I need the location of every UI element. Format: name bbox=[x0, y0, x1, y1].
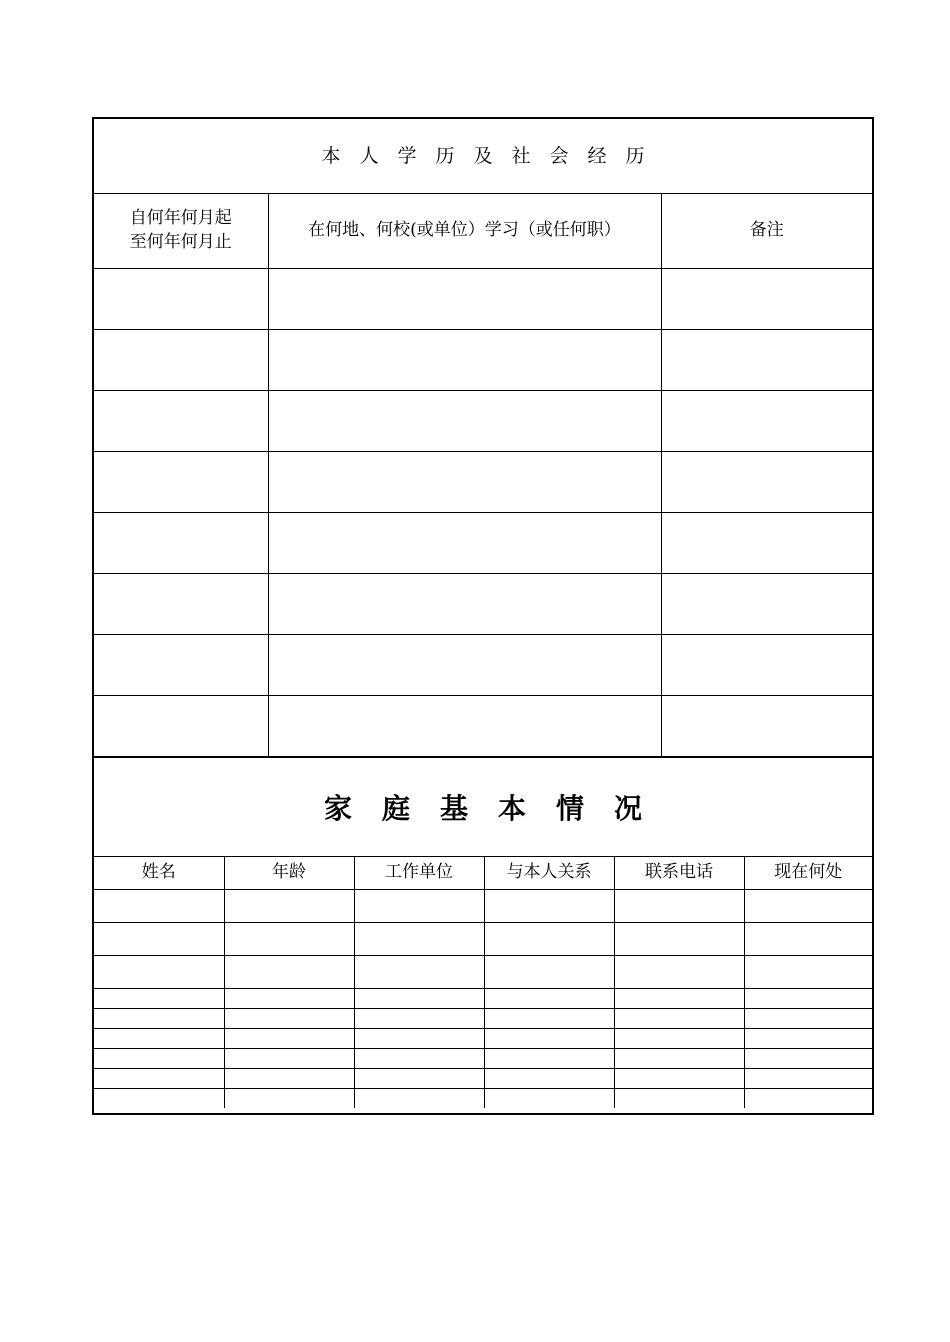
age-cell[interactable] bbox=[224, 890, 354, 923]
location-cell[interactable] bbox=[744, 956, 872, 989]
period-header bbox=[94, 194, 268, 269]
period-cell[interactable] bbox=[94, 696, 268, 757]
experience-title-row bbox=[94, 119, 872, 194]
workplace-cell[interactable] bbox=[354, 1089, 484, 1109]
relationship-cell[interactable] bbox=[484, 923, 614, 956]
experience-row bbox=[94, 330, 872, 391]
period-header-line1: 自何年何月起 bbox=[129, 208, 232, 229]
name-cell[interactable] bbox=[94, 989, 224, 1009]
experience-row bbox=[94, 452, 872, 513]
family-row bbox=[94, 956, 872, 989]
remark-cell[interactable] bbox=[661, 452, 872, 513]
age-cell[interactable] bbox=[224, 1009, 354, 1029]
place-header: 在何地、何校(或单位）学习（或任何职） bbox=[268, 194, 661, 269]
age-cell[interactable] bbox=[224, 1089, 354, 1109]
relationship-cell[interactable] bbox=[484, 989, 614, 1009]
age-cell[interactable] bbox=[224, 956, 354, 989]
workplace-cell[interactable] bbox=[354, 923, 484, 956]
age-cell[interactable] bbox=[224, 1069, 354, 1089]
relationship-cell[interactable] bbox=[484, 956, 614, 989]
period-cell[interactable] bbox=[94, 452, 268, 513]
experience-row bbox=[94, 269, 872, 330]
period-cell[interactable] bbox=[94, 513, 268, 574]
age-cell[interactable] bbox=[224, 1049, 354, 1069]
remark-header: 备注 bbox=[661, 194, 872, 269]
workplace-cell[interactable] bbox=[354, 1069, 484, 1089]
name-cell[interactable] bbox=[94, 956, 224, 989]
place-cell[interactable] bbox=[268, 391, 661, 452]
period-cell[interactable] bbox=[94, 391, 268, 452]
registration-form bbox=[92, 117, 874, 1115]
remark-cell[interactable] bbox=[661, 513, 872, 574]
place-cell[interactable] bbox=[268, 696, 661, 757]
workplace-cell[interactable] bbox=[354, 1049, 484, 1069]
name-cell[interactable] bbox=[94, 890, 224, 923]
relationship-cell[interactable] bbox=[484, 890, 614, 923]
relationship-cell[interactable] bbox=[484, 1069, 614, 1089]
experience-row bbox=[94, 635, 872, 696]
family-header-row bbox=[94, 857, 872, 890]
location-cell[interactable] bbox=[744, 1009, 872, 1029]
name-cell[interactable] bbox=[94, 923, 224, 956]
family-table bbox=[94, 857, 872, 1108]
phone-cell[interactable] bbox=[614, 1089, 744, 1109]
location-cell[interactable] bbox=[744, 989, 872, 1009]
remark-cell[interactable] bbox=[661, 330, 872, 391]
place-cell[interactable] bbox=[268, 269, 661, 330]
phone-cell[interactable] bbox=[614, 923, 744, 956]
phone-cell[interactable] bbox=[614, 989, 744, 1009]
remark-cell[interactable] bbox=[661, 391, 872, 452]
family-row bbox=[94, 1049, 872, 1069]
name-cell[interactable] bbox=[94, 1049, 224, 1069]
family-row bbox=[94, 1009, 872, 1029]
name-cell[interactable] bbox=[94, 1029, 224, 1049]
experience-header-row bbox=[94, 194, 872, 269]
phone-cell[interactable] bbox=[614, 1049, 744, 1069]
workplace-cell[interactable] bbox=[354, 890, 484, 923]
location-cell[interactable] bbox=[744, 1069, 872, 1089]
experience-title: 本人学历及社会经历 bbox=[94, 119, 872, 194]
place-cell[interactable] bbox=[268, 452, 661, 513]
workplace-cell[interactable] bbox=[354, 989, 484, 1009]
remark-cell[interactable] bbox=[661, 574, 872, 635]
workplace-cell[interactable] bbox=[354, 1029, 484, 1049]
location-cell[interactable] bbox=[744, 890, 872, 923]
place-cell[interactable] bbox=[268, 513, 661, 574]
remark-cell[interactable] bbox=[661, 696, 872, 757]
experience-table bbox=[94, 119, 872, 757]
period-cell[interactable] bbox=[94, 330, 268, 391]
age-cell[interactable] bbox=[224, 923, 354, 956]
phone-cell[interactable] bbox=[614, 956, 744, 989]
remark-cell[interactable] bbox=[661, 269, 872, 330]
phone-header: 联系电话 bbox=[614, 857, 744, 890]
experience-row bbox=[94, 696, 872, 757]
family-row bbox=[94, 1089, 872, 1109]
period-cell[interactable] bbox=[94, 635, 268, 696]
relationship-cell[interactable] bbox=[484, 1089, 614, 1109]
place-cell[interactable] bbox=[268, 635, 661, 696]
place-cell[interactable] bbox=[268, 330, 661, 391]
age-cell[interactable] bbox=[224, 1029, 354, 1049]
phone-cell[interactable] bbox=[614, 890, 744, 923]
experience-row bbox=[94, 513, 872, 574]
family-row bbox=[94, 989, 872, 1009]
age-header: 年龄 bbox=[224, 857, 354, 890]
relationship-cell[interactable] bbox=[484, 1029, 614, 1049]
phone-cell[interactable] bbox=[614, 1069, 744, 1089]
experience-row bbox=[94, 391, 872, 452]
location-cell[interactable] bbox=[744, 1049, 872, 1069]
location-cell[interactable] bbox=[744, 1029, 872, 1049]
relationship-cell[interactable] bbox=[484, 1009, 614, 1029]
period-header-line2: 至何年何月止 bbox=[129, 232, 232, 252]
workplace-cell[interactable] bbox=[354, 1009, 484, 1029]
age-cell[interactable] bbox=[224, 989, 354, 1009]
workplace-cell[interactable] bbox=[354, 956, 484, 989]
name-cell[interactable] bbox=[94, 1009, 224, 1029]
family-row bbox=[94, 1069, 872, 1089]
phone-cell[interactable] bbox=[614, 1029, 744, 1049]
location-cell[interactable] bbox=[744, 923, 872, 956]
place-cell[interactable] bbox=[268, 574, 661, 635]
phone-cell[interactable] bbox=[614, 1009, 744, 1029]
period-cell[interactable] bbox=[94, 574, 268, 635]
name-cell[interactable] bbox=[94, 1069, 224, 1089]
remark-cell[interactable] bbox=[661, 635, 872, 696]
location-cell[interactable] bbox=[744, 1089, 872, 1109]
family-title: 家庭基本情况 bbox=[94, 757, 872, 857]
name-header: 姓名 bbox=[94, 857, 224, 890]
location-header: 现在何处 bbox=[744, 857, 872, 890]
relationship-header: 与本人关系 bbox=[484, 857, 614, 890]
name-cell[interactable] bbox=[94, 1089, 224, 1109]
period-cell[interactable] bbox=[94, 269, 268, 330]
family-row bbox=[94, 890, 872, 923]
family-row bbox=[94, 923, 872, 956]
relationship-cell[interactable] bbox=[484, 1049, 614, 1069]
workplace-header: 工作单位 bbox=[354, 857, 484, 890]
family-row bbox=[94, 1029, 872, 1049]
experience-row bbox=[94, 574, 872, 635]
